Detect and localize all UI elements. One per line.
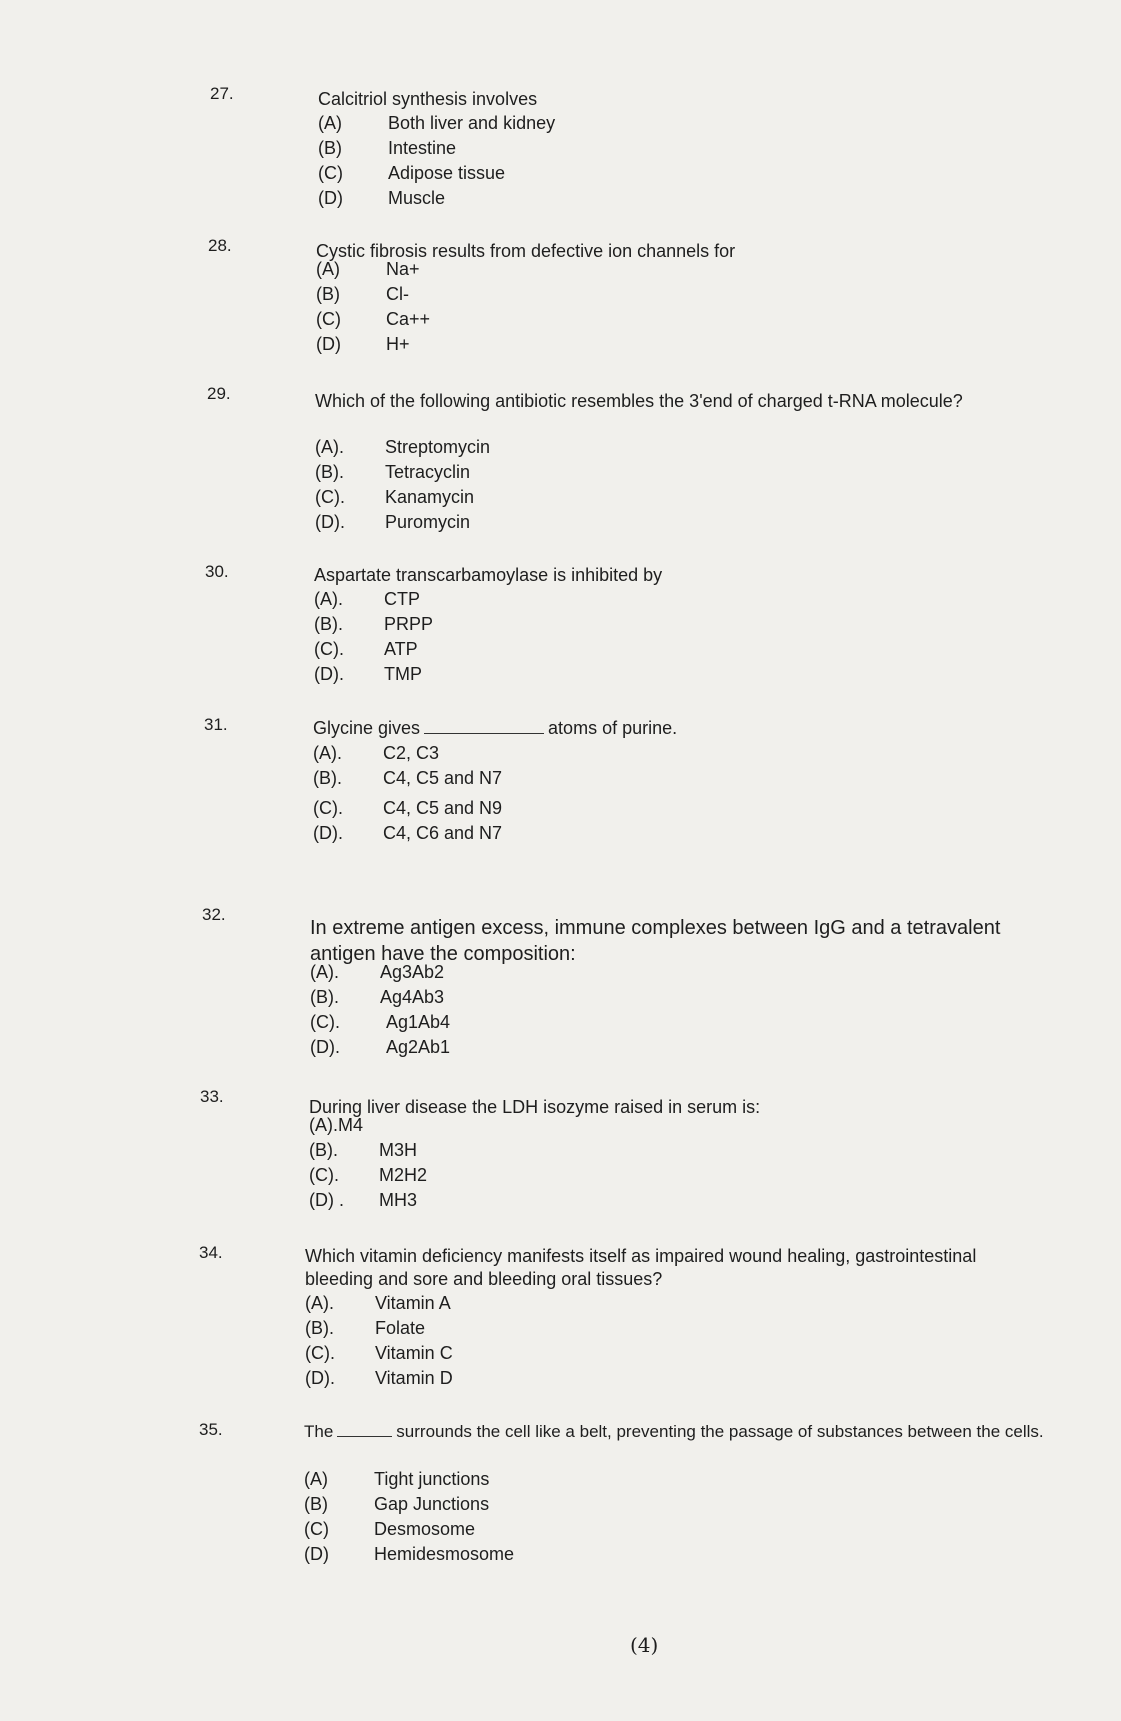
option-text: Both liver and kidney bbox=[388, 113, 556, 133]
option-text: C4, C5 and N9 bbox=[383, 798, 503, 818]
option-text: Folate bbox=[375, 1318, 426, 1338]
option-text: Vitamin C bbox=[375, 1343, 453, 1363]
option-label: (D) . bbox=[309, 1190, 344, 1210]
question-text: During liver disease the LDH isozyme raised in serum is: bbox=[309, 1097, 761, 1117]
option-label: (B). bbox=[314, 614, 343, 634]
option-text: Ag2Ab1 bbox=[386, 1037, 451, 1057]
option-label: (A) bbox=[304, 1469, 328, 1489]
option-label: (A). bbox=[315, 437, 344, 457]
option-label: (D). bbox=[305, 1368, 335, 1388]
question-text: Cystic fibrosis results from defective ion channels for bbox=[316, 241, 736, 261]
option-label: (B) bbox=[316, 284, 340, 304]
option-text: TMP bbox=[384, 664, 422, 684]
answer-blank bbox=[424, 733, 544, 734]
option-label: (B) bbox=[318, 138, 342, 158]
option-text: Ag3Ab2 bbox=[380, 962, 445, 982]
option-label: (D) bbox=[304, 1544, 329, 1564]
option-text: Cl- bbox=[386, 284, 409, 304]
question-text-end: atoms of purine. bbox=[548, 718, 678, 738]
option-text: Intestine bbox=[388, 138, 457, 158]
question-text: Aspartate transcarbamoylase is inhibited by bbox=[314, 565, 663, 585]
option-text: C4, C5 and N7 bbox=[383, 768, 503, 788]
question-number: 29. bbox=[207, 384, 231, 403]
option-text: Puromycin bbox=[385, 512, 471, 532]
option-label: (B). bbox=[313, 768, 342, 788]
option-label: (B). bbox=[309, 1140, 338, 1160]
question-text bbox=[313, 717, 1013, 740]
option-label: (C) bbox=[304, 1519, 329, 1539]
question-number: 27. bbox=[210, 84, 234, 103]
option-text: Desmosome bbox=[374, 1519, 476, 1539]
option-label: (D). bbox=[315, 512, 345, 532]
option-label: (D). bbox=[313, 823, 343, 843]
option-text: Ag1Ab4 bbox=[386, 1012, 451, 1032]
option-text: Na+ bbox=[386, 259, 420, 279]
option-text: Ag4Ab3 bbox=[380, 987, 445, 1007]
option-label: (A). bbox=[310, 962, 339, 982]
option-label: (C) bbox=[318, 163, 343, 183]
question-text: Which of the following antibiotic resembles the 3'end of charged t-RNA molecule? bbox=[315, 391, 963, 411]
option-text: PRPP bbox=[384, 614, 434, 634]
option-text: Tight junctions bbox=[374, 1469, 490, 1489]
question-number: 31. bbox=[204, 715, 228, 734]
question-number: 28. bbox=[208, 236, 232, 255]
option-text: Ca++ bbox=[386, 309, 431, 329]
option-text: Vitamin A bbox=[375, 1293, 451, 1313]
option-text: C2, C3 bbox=[383, 743, 440, 763]
answer-blank bbox=[337, 1436, 392, 1437]
option-text: Adipose tissue bbox=[388, 163, 506, 183]
option-text: CTP bbox=[384, 589, 420, 609]
option-label: (D) bbox=[318, 188, 343, 208]
option-label: (A). bbox=[305, 1293, 334, 1313]
option-label: (D). bbox=[314, 664, 344, 684]
option-label: (D). bbox=[310, 1037, 340, 1057]
question-number: 35. bbox=[199, 1420, 223, 1439]
question-text bbox=[304, 1420, 1094, 1443]
question-text-start: Glycine gives bbox=[313, 718, 421, 738]
option-label: (B) bbox=[304, 1494, 328, 1514]
option-text: ATP bbox=[384, 639, 418, 659]
option-label: (C). bbox=[315, 487, 345, 507]
page-number: (4) bbox=[630, 1633, 659, 1657]
option-text: Hemidesmosome bbox=[374, 1544, 515, 1564]
option-text: M2H2 bbox=[379, 1165, 428, 1185]
option-label: (A) bbox=[316, 259, 340, 279]
option-label: (A) bbox=[318, 113, 342, 133]
option-label: (C). bbox=[309, 1165, 339, 1185]
option-label: (A).M4 bbox=[309, 1115, 363, 1135]
option-label: (C). bbox=[310, 1012, 340, 1032]
option-text: MH3 bbox=[379, 1190, 418, 1210]
question-text: Calcitriol synthesis involves bbox=[318, 89, 538, 109]
question-number: 32. bbox=[202, 905, 226, 924]
option-text: Tetracyclin bbox=[385, 462, 471, 482]
option-label: (B). bbox=[305, 1318, 334, 1338]
option-label: (C). bbox=[313, 798, 343, 818]
option-text: H+ bbox=[386, 334, 410, 354]
option-label: (B). bbox=[315, 462, 344, 482]
question-number: 33. bbox=[200, 1087, 224, 1106]
question-text: Which vitamin deficiency manifests itself as impaired wound healing, gastrointestinal bleeding and sore and bleeding oral tissues? bbox=[305, 1246, 977, 1289]
option-text: C4, C6 and N7 bbox=[383, 823, 503, 843]
option-text: Gap Junctions bbox=[374, 1494, 490, 1514]
question-number: 30. bbox=[205, 562, 229, 581]
option-label: (C). bbox=[314, 639, 344, 659]
option-label: (A). bbox=[314, 589, 343, 609]
question-number: 34. bbox=[199, 1243, 223, 1262]
option-label: (C). bbox=[305, 1343, 335, 1363]
question-text-end: surrounds the cell like a belt, preventing the passage of substances between the cells. bbox=[396, 1422, 1044, 1441]
option-text: Streptomycin bbox=[385, 437, 491, 457]
question-text: In extreme antigen excess, immune complexes between IgG and a tetravalent antigen have the composition: bbox=[310, 917, 1001, 965]
option-text: Muscle bbox=[388, 188, 446, 208]
option-label: (D) bbox=[316, 334, 341, 354]
option-label: (A). bbox=[313, 743, 342, 763]
question-text-start: The bbox=[304, 1422, 334, 1441]
option-text: Kanamycin bbox=[385, 487, 475, 507]
option-text: M3H bbox=[379, 1140, 418, 1160]
option-label: (C) bbox=[316, 309, 341, 329]
option-text: Vitamin D bbox=[375, 1368, 453, 1388]
option-label: (B). bbox=[310, 987, 339, 1007]
